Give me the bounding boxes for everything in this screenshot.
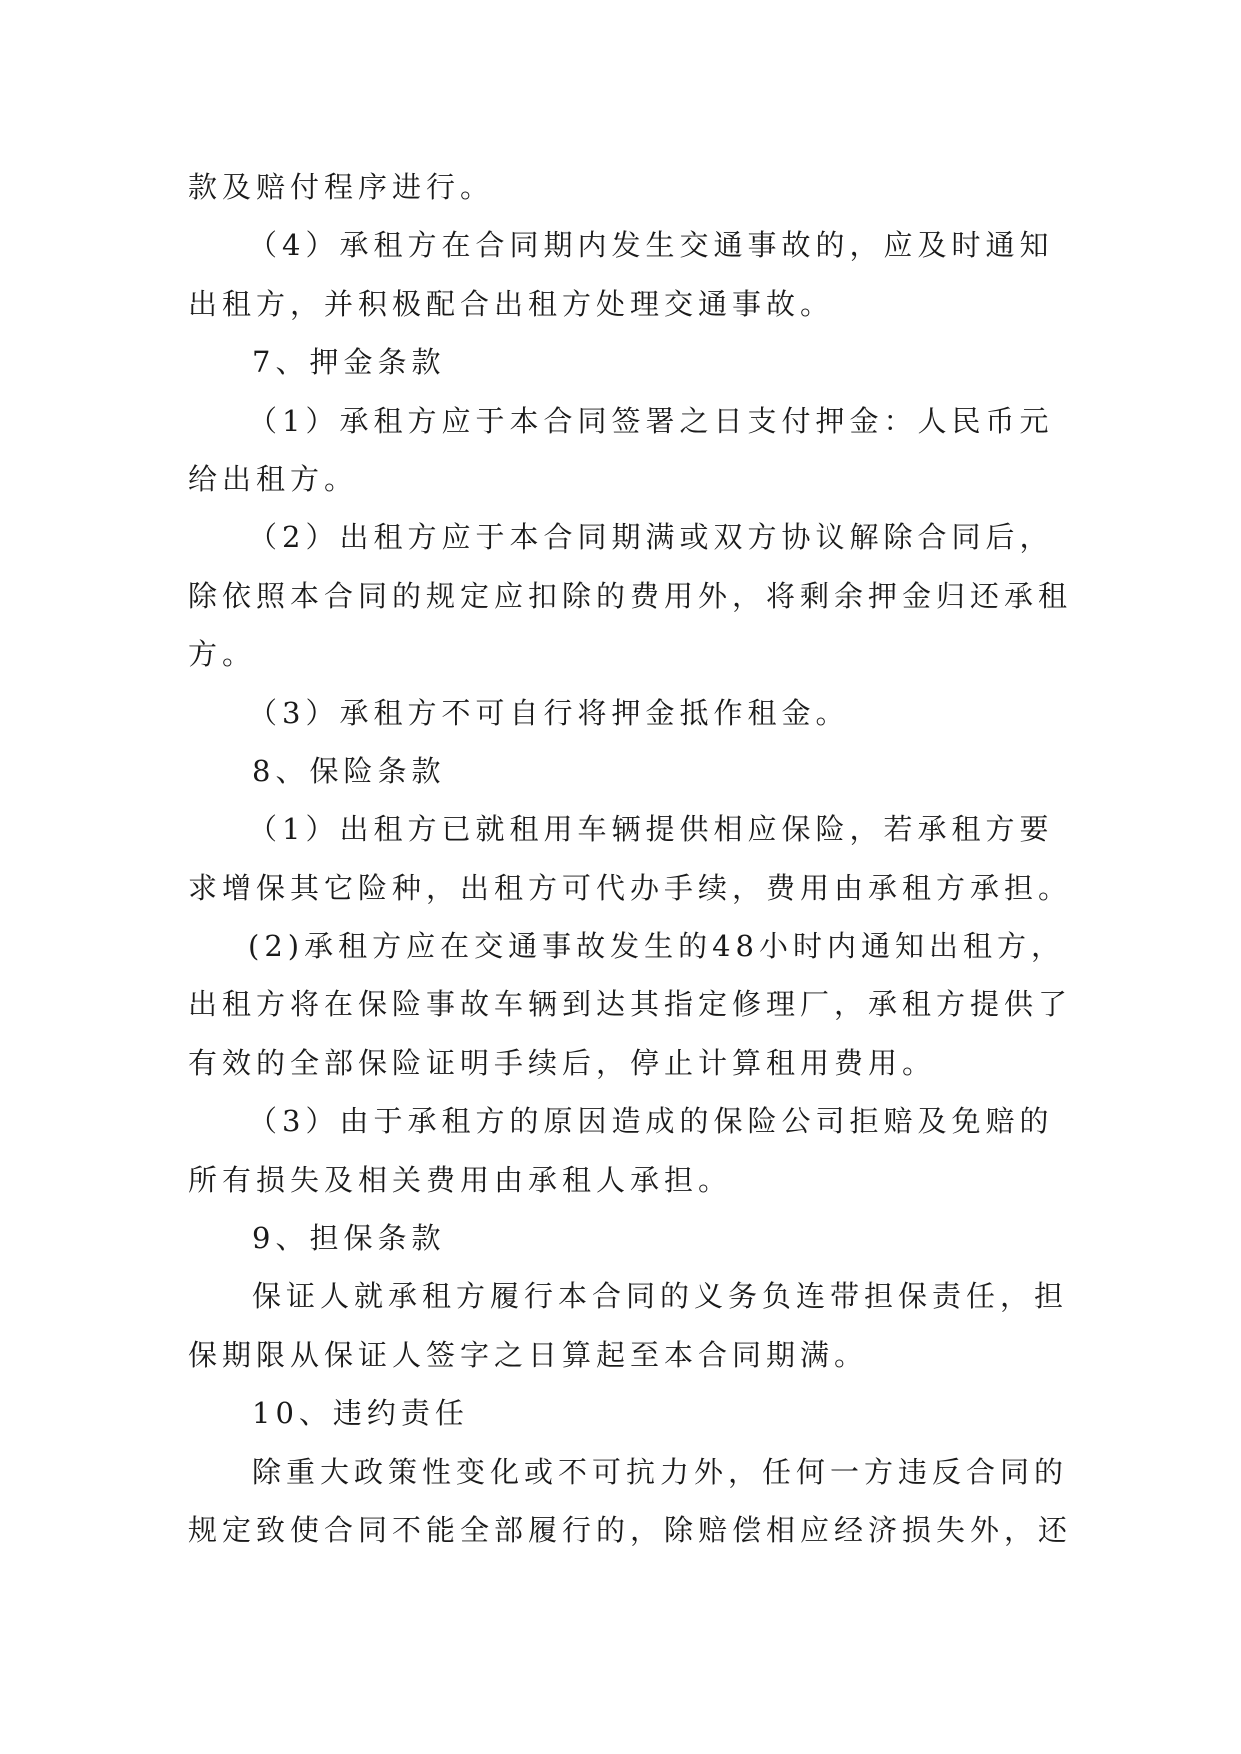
text-line: 求增保其它险种，出租方可代办手续，费用由承租方承担。 [188,870,1073,905]
text-line: 出租方，并积极配合出租方处理交通事故。 [188,286,835,321]
text-line: 除重大政策性变化或不可抗力外，任何一方违反合同的 [252,1454,1069,1489]
text-line: 有效的全部保险证明手续后，停止计算租用费用。 [188,1045,937,1080]
text-line: （1）承租方应于本合同签署之日支付押金：人民币元 [248,403,1054,438]
section-heading-deposit: 7、押金条款 [252,345,446,380]
section-heading-guarantee: 9、担保条款 [252,1221,446,1256]
section-heading-insurance: 8、保险条款 [252,753,446,788]
text-line: 给出租方。 [188,461,359,496]
text-line: 除依照本合同的规定应扣除的费用外，将剩余押金归还承租 [188,578,1073,613]
text-line: （4）承租方在合同期内发生交通事故的，应及时通知 [248,228,1054,263]
text-line: 保期限从保证人签字之日算起至本合同期满。 [188,1337,869,1372]
text-line: （2）出租方应于本合同期满或双方协议解除合同后， [248,520,1054,555]
text-line: 所有损失及相关费用由承租人承担。 [188,1162,733,1197]
text-line: 款及赔付程序进行。 [188,170,495,204]
text-line: 保证人就承租方履行本合同的义务负连带担保责任，担 [252,1279,1069,1314]
document-body [188,158,1073,1559]
text-line: 出租方将在保险事故车辆到达其指定修理厂，承租方提供了 [188,987,1073,1022]
text-line: （1）出租方已就租用车辆提供相应保险，若承租方要 [248,812,1054,847]
text-line: 规定致使合同不能全部履行的，除赔偿相应经济损失外，还 [188,1512,1073,1547]
text-line: 方。 [188,637,257,672]
section-heading-breach: 10、违约责任 [252,1396,469,1431]
text-line: （3）由于承租方的原因造成的保险公司拒赔及免赔的 [248,1104,1054,1139]
text-line: (2)承租方应在交通事故发生的48小时内通知出租方， [248,929,1065,964]
text-line: （3）承租方不可自行将押金抵作租金。 [248,695,850,730]
